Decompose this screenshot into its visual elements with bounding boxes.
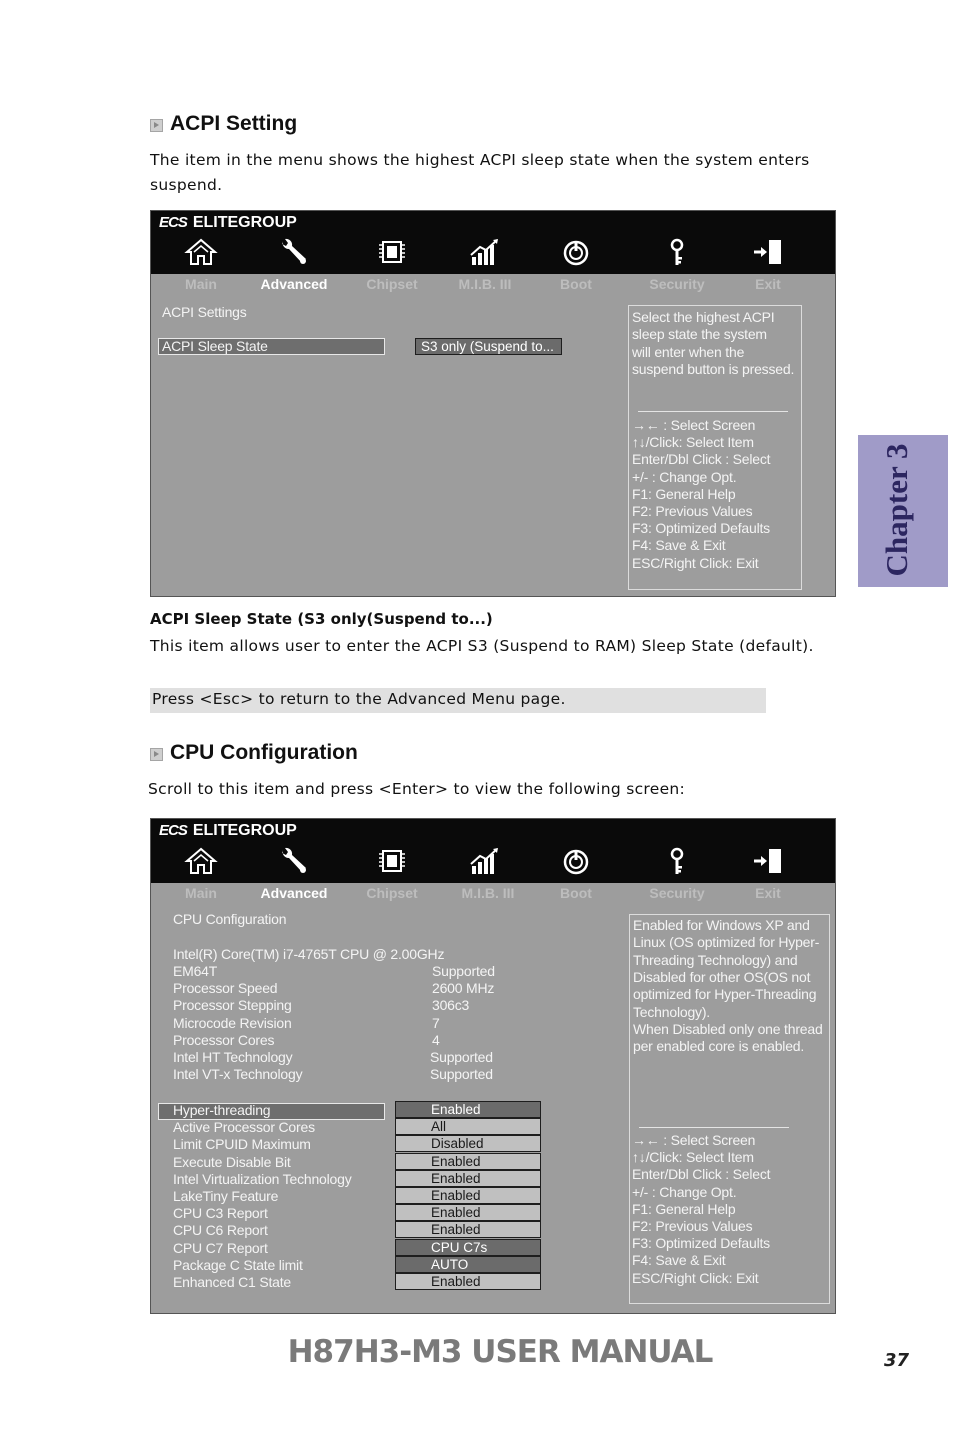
key-hint: F4: Save & Exit (632, 1252, 726, 1269)
help-line: will enter when the (632, 343, 745, 360)
key-hint: F3: Optimized Defaults (632, 1235, 770, 1252)
help-line: optimized for Hyper-Threading (633, 986, 817, 1003)
option-label[interactable]: Execute Disable Bit (173, 1153, 291, 1170)
option-value[interactable]: CPU C7s (395, 1239, 541, 1256)
acpi-item-desc: This item allows user to enter the ACPI S3 (Suspend to RAM) Sleep State (default). (150, 637, 814, 655)
key-hint: F2: Previous Values (632, 1218, 753, 1234)
help-line: sleep state the system (632, 326, 767, 343)
info-value: Supported (432, 963, 495, 979)
power-icon[interactable] (559, 237, 593, 267)
info-value: 306c3 (432, 997, 470, 1014)
option-value[interactable]: Enabled (395, 1170, 541, 1187)
help-line: Threading Technology) and (633, 951, 798, 968)
home-icon[interactable] (184, 237, 218, 267)
option-value[interactable]: Disabled (395, 1135, 541, 1152)
option-label[interactable]: Enhanced C1 State (173, 1274, 292, 1290)
key-icon[interactable] (660, 237, 694, 267)
option-value[interactable]: Enabled (395, 1204, 541, 1221)
tab-m-i-b-iii[interactable]: M.I.B. III (461, 885, 515, 901)
tab-main[interactable]: Main (185, 885, 217, 901)
key-hint: ↑↓/Click: Select Item (632, 1149, 754, 1166)
tab-security[interactable]: Security (649, 276, 705, 292)
option-value[interactable]: Enabled (395, 1221, 541, 1238)
home-icon[interactable] (184, 846, 218, 876)
help-line: suspend button is pressed. (632, 360, 795, 377)
note-text: Press <Esc> to return to the Advanced Menu page. (152, 690, 566, 708)
info-value: Supported (430, 1049, 493, 1065)
info-label: Microcode Revision (173, 1014, 292, 1031)
option-label[interactable]: Active Processor Cores (173, 1119, 315, 1136)
wrench-icon[interactable] (277, 237, 311, 267)
info-label: Processor Speed (173, 980, 278, 997)
chapter-label: Chapter 3 (879, 443, 914, 577)
section-title-cpu: CPU Configuration (170, 741, 358, 764)
help-line: Select the highest ACPI (632, 309, 775, 325)
acpi-item-title: ACPI Sleep State (S3 only(Suspend to...) (150, 610, 493, 628)
key-hint: +/- : Change Opt. (632, 1183, 737, 1200)
help-line: When Disabled only one thread (633, 1020, 823, 1037)
help-line: per enabled core is enabled. (633, 1038, 805, 1055)
section-intro-cpu: Scroll to this item and press <Enter> to view the following screen: (148, 780, 686, 798)
key-hint: F3: Optimized Defaults (632, 520, 770, 537)
section-bullet-icon (150, 119, 163, 132)
tab-m-i-b-iii[interactable]: M.I.B. III (458, 276, 512, 292)
manual-title: H87H3-M3 USER MANUAL (287, 1334, 713, 1370)
key-hint: ESC/Right Click: Exit (632, 554, 759, 571)
section-bullet-icon (150, 748, 163, 761)
bios-heading: CPU Configuration (173, 911, 287, 927)
info-label: EM64T (173, 963, 218, 979)
exit-door-icon[interactable] (751, 237, 785, 267)
key-hint: →← : Select Screen (632, 417, 756, 433)
acpi-sleep-state-value[interactable]: S3 only (Suspend to... (415, 338, 562, 355)
option-label[interactable]: Limit CPUID Maximum (173, 1136, 311, 1153)
tab-chipset[interactable]: Chipset (366, 276, 418, 292)
bios-brand (159, 214, 297, 232)
info-label: Processor Stepping (173, 997, 292, 1014)
key-icon[interactable] (660, 846, 694, 876)
cpu-name: Intel(R) Core(TM) i7-4765T CPU @ 2.00GHz (173, 946, 445, 962)
tab-exit[interactable]: Exit (755, 885, 781, 901)
option-value[interactable]: AUTO (395, 1256, 541, 1273)
help-line: Disabled for other OS(OS not (633, 968, 811, 985)
page-number: 37 (884, 1350, 910, 1371)
help-separator (639, 1127, 789, 1128)
option-label[interactable]: Intel Virtualization Technology (173, 1170, 352, 1187)
option-label[interactable]: CPU C7 Report (173, 1239, 268, 1256)
info-value: 4 (432, 1031, 440, 1048)
key-hint: Enter/Dbl Click : Select (632, 1166, 771, 1183)
section-intro-line1: The item in the menu shows the highest ACPI sleep state when the system enters (150, 151, 810, 169)
info-label: Intel HT Technology (173, 1049, 293, 1065)
option-value[interactable]: Enabled (395, 1273, 541, 1290)
tab-chipset[interactable]: Chipset (366, 885, 418, 901)
help-line: Technology). (633, 1003, 710, 1020)
help-separator (638, 411, 788, 412)
key-hint: F1: General Help (632, 1200, 736, 1217)
key-hint: ↑↓/Click: Select Item (632, 434, 754, 451)
section-intro-line2: suspend. (150, 176, 223, 194)
info-value: 7 (432, 1014, 440, 1031)
key-hint: ESC/Right Click: Exit (632, 1269, 759, 1286)
key-hint: F4: Save & Exit (632, 537, 726, 554)
key-hint: +/- : Change Opt. (632, 468, 737, 485)
exit-door-icon[interactable] (751, 846, 785, 876)
option-value[interactable]: Enabled (395, 1187, 541, 1204)
tab-exit[interactable]: Exit (755, 276, 781, 292)
option-label[interactable]: Package C State limit (173, 1256, 303, 1273)
bios-header (151, 819, 835, 883)
key-hint: F1: General Help (632, 485, 736, 502)
wrench-icon[interactable] (277, 846, 311, 876)
power-icon[interactable] (559, 846, 593, 876)
key-hint: →← : Select Screen (632, 1132, 756, 1148)
bios-heading: ACPI Settings (162, 304, 247, 320)
bios-screen-acpi (150, 210, 836, 597)
help-line: Linux (OS optimized for Hyper- (633, 934, 820, 951)
option-value[interactable]: All (395, 1118, 541, 1135)
bios-header (151, 211, 835, 274)
chip-icon[interactable] (375, 846, 409, 876)
tab-boot[interactable]: Boot (560, 276, 592, 292)
bar-chart-icon[interactable] (468, 846, 502, 876)
option-label[interactable]: Hyper-threading (173, 1102, 271, 1118)
chip-icon[interactable] (375, 237, 409, 267)
bar-chart-icon[interactable] (468, 237, 502, 267)
bios-screen-cpu (150, 818, 836, 1314)
key-hint: Enter/Dbl Click : Select (632, 451, 771, 468)
tab-main[interactable]: Main (185, 276, 217, 292)
tab-advanced[interactable]: Advanced (260, 276, 328, 292)
help-line: Enabled for Windows XP and (633, 917, 810, 933)
option-label[interactable]: LakeTiny Feature (173, 1188, 279, 1204)
bios-brand (159, 822, 297, 840)
tab-boot[interactable]: Boot (560, 885, 592, 901)
ecs-logo: ECS (159, 214, 187, 231)
option-label[interactable]: CPU C6 Report (173, 1222, 268, 1239)
info-value: 2600 MHz (432, 980, 495, 997)
brand-name: ELITEGROUP (192, 214, 297, 231)
brand-name: ELITEGROUP (192, 822, 297, 839)
tab-advanced[interactable]: Advanced (260, 885, 328, 901)
option-value[interactable]: Enabled (395, 1153, 541, 1170)
option-label[interactable]: CPU C3 Report (173, 1205, 268, 1222)
tab-security[interactable]: Security (649, 885, 705, 901)
info-label: Processor Cores (173, 1031, 275, 1048)
acpi-sleep-state-label[interactable]: ACPI Sleep State (162, 338, 268, 354)
ecs-logo: ECS (159, 822, 187, 839)
key-hint: F2: Previous Values (632, 503, 753, 519)
info-value: Supported (430, 1066, 493, 1083)
option-value[interactable]: Enabled (395, 1101, 541, 1118)
info-label: Intel VT-x Technology (173, 1066, 303, 1083)
section-title-acpi: ACPI Setting (170, 112, 298, 135)
